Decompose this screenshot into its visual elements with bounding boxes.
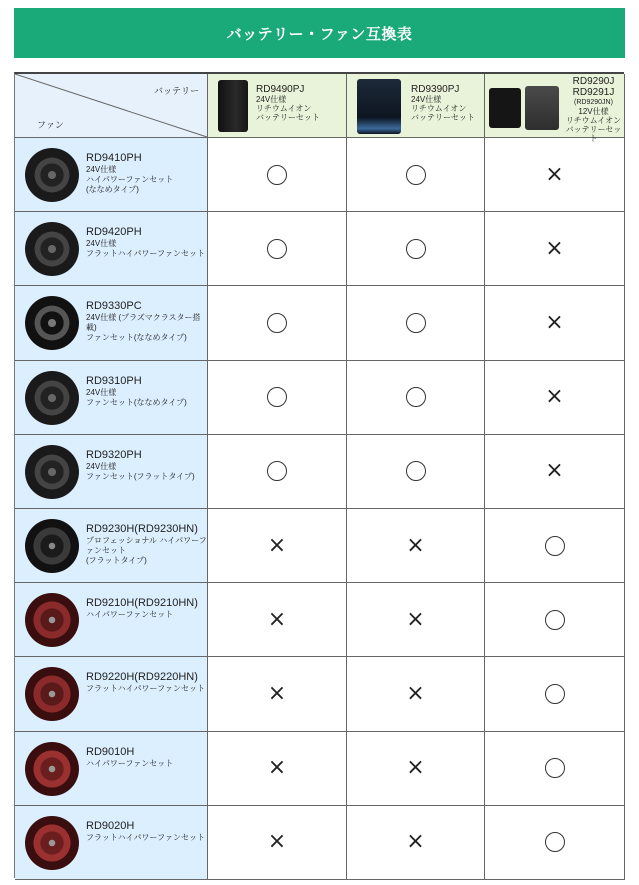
fan-desc-line: ハイパワーファンセット: [86, 758, 174, 768]
compat-cell-r4-c2: [347, 361, 485, 435]
compat-mark: [208, 286, 346, 359]
battery-2-type: リチウムイオン: [411, 104, 467, 113]
fan-image: [25, 667, 79, 721]
fan-image: [25, 445, 79, 499]
fan-cell-7: [15, 583, 208, 657]
compat-mark: [347, 583, 484, 656]
compat-mark: [485, 657, 624, 730]
fan-desc-line: プロフェッショナル ハイパワーファンセット: [86, 536, 207, 555]
fan-desc-line: (フラットタイプ): [86, 556, 147, 565]
compatible-circle-icon: [267, 387, 287, 407]
fan-image: [25, 519, 79, 573]
compat-mark: [208, 657, 346, 730]
incompatible-cross-icon: ×: [406, 829, 425, 855]
compatible-circle-icon: [545, 610, 565, 630]
compat-cell-r3-c3: [485, 286, 625, 360]
incompatible-cross-icon: ×: [406, 532, 425, 558]
compat-mark: [485, 732, 624, 805]
compatible-circle-icon: [545, 832, 565, 852]
compat-cell-r2-c1: [208, 212, 347, 286]
compat-cell-r10-c1: [208, 806, 347, 880]
compat-mark: [208, 212, 346, 285]
compat-cell-r10-c3: [485, 806, 625, 880]
battery-axis-label: バッテリー: [153, 86, 199, 96]
compat-mark: [347, 435, 484, 508]
fan-desc-line: 24V仕様 (プラズマクラスター搭載): [86, 313, 201, 333]
battery-header-3: [485, 74, 625, 143]
fan-desc-line: (ななめタイプ): [86, 185, 139, 194]
compatible-circle-icon: [267, 165, 287, 185]
fan-description: [86, 375, 187, 408]
fan-description: [86, 152, 173, 195]
compat-mark: [485, 509, 624, 582]
compat-cell-r3-c2: [347, 286, 485, 360]
compat-mark: [347, 138, 484, 211]
battery-rd9290j-image: [489, 88, 521, 128]
fan-code: RD9410PH: [86, 152, 142, 164]
compat-cell-r7-c2: [347, 583, 485, 657]
compat-cell-r8-c1: [208, 657, 347, 731]
fan-cell-2: [15, 212, 208, 286]
compatible-circle-icon: [267, 313, 287, 333]
fan-description: [86, 449, 195, 482]
incompatible-cross-icon: ×: [267, 829, 287, 855]
fan-cell-8: [15, 657, 208, 731]
compat-cell-r6-c1: [208, 509, 347, 583]
compatible-circle-icon: [406, 165, 426, 185]
compat-cell-r1-c1: [208, 138, 347, 212]
incompatible-cross-icon: ×: [545, 384, 564, 410]
compat-cell-r5-c3: [485, 435, 625, 509]
battery-3-name: バッテリーセット: [565, 125, 622, 143]
fan-cell-3: [15, 286, 208, 360]
fan-code: RD9210H(RD9210HN): [86, 597, 198, 610]
battery-1-name: バッテリーセット: [256, 113, 320, 122]
compat-mark: [347, 657, 484, 730]
battery-3-spec: 12V仕様: [578, 107, 609, 116]
compat-cell-r9-c2: [347, 732, 485, 806]
battery-2-name: バッテリーセット: [411, 113, 475, 122]
compat-mark: [485, 361, 624, 434]
compatible-circle-icon: [406, 239, 426, 259]
compat-cell-r4-c3: [485, 361, 625, 435]
fan-description: [86, 226, 205, 259]
compat-cell-r6-c3: [485, 509, 625, 583]
compat-mark: [208, 509, 346, 582]
compatible-circle-icon: [545, 536, 565, 556]
compat-cell-r8-c2: [347, 657, 485, 731]
incompatible-cross-icon: ×: [267, 606, 287, 632]
fan-code: RD9230H(RD9230HN): [86, 523, 198, 535]
fan-cell-4: [15, 361, 208, 435]
compat-cell-r9-c1: [208, 732, 347, 806]
compat-mark: [208, 583, 346, 656]
fan-desc-line: ファンセット(ななめタイプ): [86, 333, 187, 343]
compatible-circle-icon: [406, 313, 426, 333]
page-title: バッテリー・ファン互換表: [14, 8, 625, 58]
compat-mark: [208, 435, 346, 508]
battery-rd9291j-image: [525, 86, 559, 130]
battery-1-code: RD9490PJ: [256, 84, 305, 95]
fan-code: RD9010H: [86, 745, 135, 758]
incompatible-cross-icon: ×: [545, 458, 564, 484]
fan-desc-line: ファンセット(ななめタイプ): [86, 397, 187, 407]
compat-mark: [347, 361, 484, 434]
compat-mark: [347, 732, 484, 805]
compat-cell-r1-c2: [347, 138, 485, 212]
fan-image: [25, 371, 79, 425]
battery-3-code-a: RD9290J: [572, 76, 615, 87]
fan-desc-line: 24V仕様: [86, 461, 117, 471]
incompatible-cross-icon: ×: [406, 606, 425, 632]
compatible-circle-icon: [545, 758, 565, 778]
compat-mark: [485, 212, 624, 285]
battery-3-type: リチウムイオン: [565, 116, 622, 125]
fan-cell-5: [15, 435, 208, 509]
fan-code: RD9320PH: [86, 448, 142, 461]
battery-header-1: [208, 74, 347, 138]
incompatible-cross-icon: ×: [406, 755, 425, 781]
fan-desc-line: ファンセット(フラットタイプ): [86, 471, 195, 481]
compat-mark: [485, 583, 624, 656]
corner-header-cell: [15, 74, 208, 138]
fan-image: [25, 148, 79, 202]
compatibility-table: [14, 72, 624, 878]
fan-code: RD9420PH: [86, 226, 142, 239]
compat-mark: [208, 138, 346, 211]
fan-image: [25, 222, 79, 276]
incompatible-cross-icon: ×: [267, 755, 287, 781]
incompatible-cross-icon: ×: [406, 680, 425, 706]
compatible-circle-icon: [545, 684, 565, 704]
compat-mark: [485, 286, 624, 359]
incompatible-cross-icon: ×: [545, 235, 564, 261]
fan-image: [25, 296, 79, 350]
incompatible-cross-icon: ×: [545, 309, 564, 335]
compat-mark: [208, 806, 346, 879]
compat-mark: [347, 806, 484, 879]
battery-header-2: [347, 74, 485, 138]
incompatible-cross-icon: ×: [545, 161, 564, 187]
fan-cell-9: [15, 732, 208, 806]
battery-3-code-b: RD9291J: [572, 87, 615, 98]
fan-description: [86, 597, 198, 620]
fan-description: [86, 671, 205, 694]
fan-desc-line: 24V仕様: [86, 387, 117, 397]
compatible-circle-icon: [267, 461, 287, 481]
compat-mark: [347, 212, 484, 285]
fan-cell-1: [15, 138, 208, 212]
compat-cell-r6-c2: [347, 509, 485, 583]
fan-desc-line: フラットハイパワーファンセット: [86, 684, 205, 694]
fan-description: [86, 523, 207, 566]
compat-cell-r7-c3: [485, 583, 625, 657]
compat-mark: [347, 509, 484, 582]
compat-cell-r7-c1: [208, 583, 347, 657]
fan-code: RD9310PH: [86, 374, 142, 387]
compat-cell-r9-c3: [485, 732, 625, 806]
compat-mark: [347, 286, 484, 359]
compat-mark: [208, 732, 346, 805]
fan-desc-line: ハイパワーファンセット: [86, 175, 174, 184]
battery-1-type: リチウムイオン: [256, 104, 312, 113]
fan-desc-line: フラットハイパワーファンセット: [86, 249, 205, 259]
battery-2-code: RD9390PJ: [411, 84, 460, 95]
compat-cell-r10-c2: [347, 806, 485, 880]
fan-image: [25, 593, 79, 647]
compat-cell-r1-c3: [485, 138, 625, 212]
fan-code: RD9220H(RD9220HN): [86, 671, 198, 684]
compat-cell-r5-c2: [347, 435, 485, 509]
battery-1-spec: 24V仕様: [256, 95, 287, 104]
incompatible-cross-icon: ×: [267, 532, 287, 558]
battery-2-spec: 24V仕様: [411, 95, 442, 104]
fan-desc-line: 24V仕様: [86, 239, 117, 249]
compat-mark: [485, 138, 624, 211]
fan-description: [86, 300, 207, 343]
compatible-circle-icon: [406, 387, 426, 407]
compat-cell-r3-c1: [208, 286, 347, 360]
fan-cell-6: [15, 509, 208, 583]
compatible-circle-icon: [267, 239, 287, 259]
fan-code: RD9330PC: [86, 300, 142, 313]
compat-cell-r2-c3: [485, 212, 625, 286]
fan-cell-10: [15, 806, 208, 880]
battery-3-code-c: (RD9290JN): [574, 99, 613, 106]
compat-cell-r5-c1: [208, 435, 347, 509]
incompatible-cross-icon: ×: [267, 680, 287, 706]
fan-description: [86, 746, 173, 769]
compat-mark: [485, 806, 624, 879]
compat-cell-r2-c2: [347, 212, 485, 286]
compat-mark: [485, 435, 624, 508]
fan-code: RD9020H: [86, 819, 135, 832]
compat-mark: [208, 361, 346, 434]
compat-cell-r8-c3: [485, 657, 625, 731]
battery-rd9390pj-image: [357, 79, 401, 134]
battery-rd9490pj-image: [218, 80, 248, 132]
fan-axis-label: ファン: [37, 120, 64, 130]
fan-image: [25, 816, 79, 870]
compat-cell-r4-c1: [208, 361, 347, 435]
fan-desc-line: フラットハイパワーファンセット: [86, 832, 205, 842]
compatible-circle-icon: [406, 461, 426, 481]
fan-description: [86, 820, 205, 843]
fan-desc-line: 24V仕様: [86, 165, 117, 174]
fan-desc-line: ハイパワーファンセット: [86, 610, 174, 620]
fan-image: [25, 742, 79, 796]
